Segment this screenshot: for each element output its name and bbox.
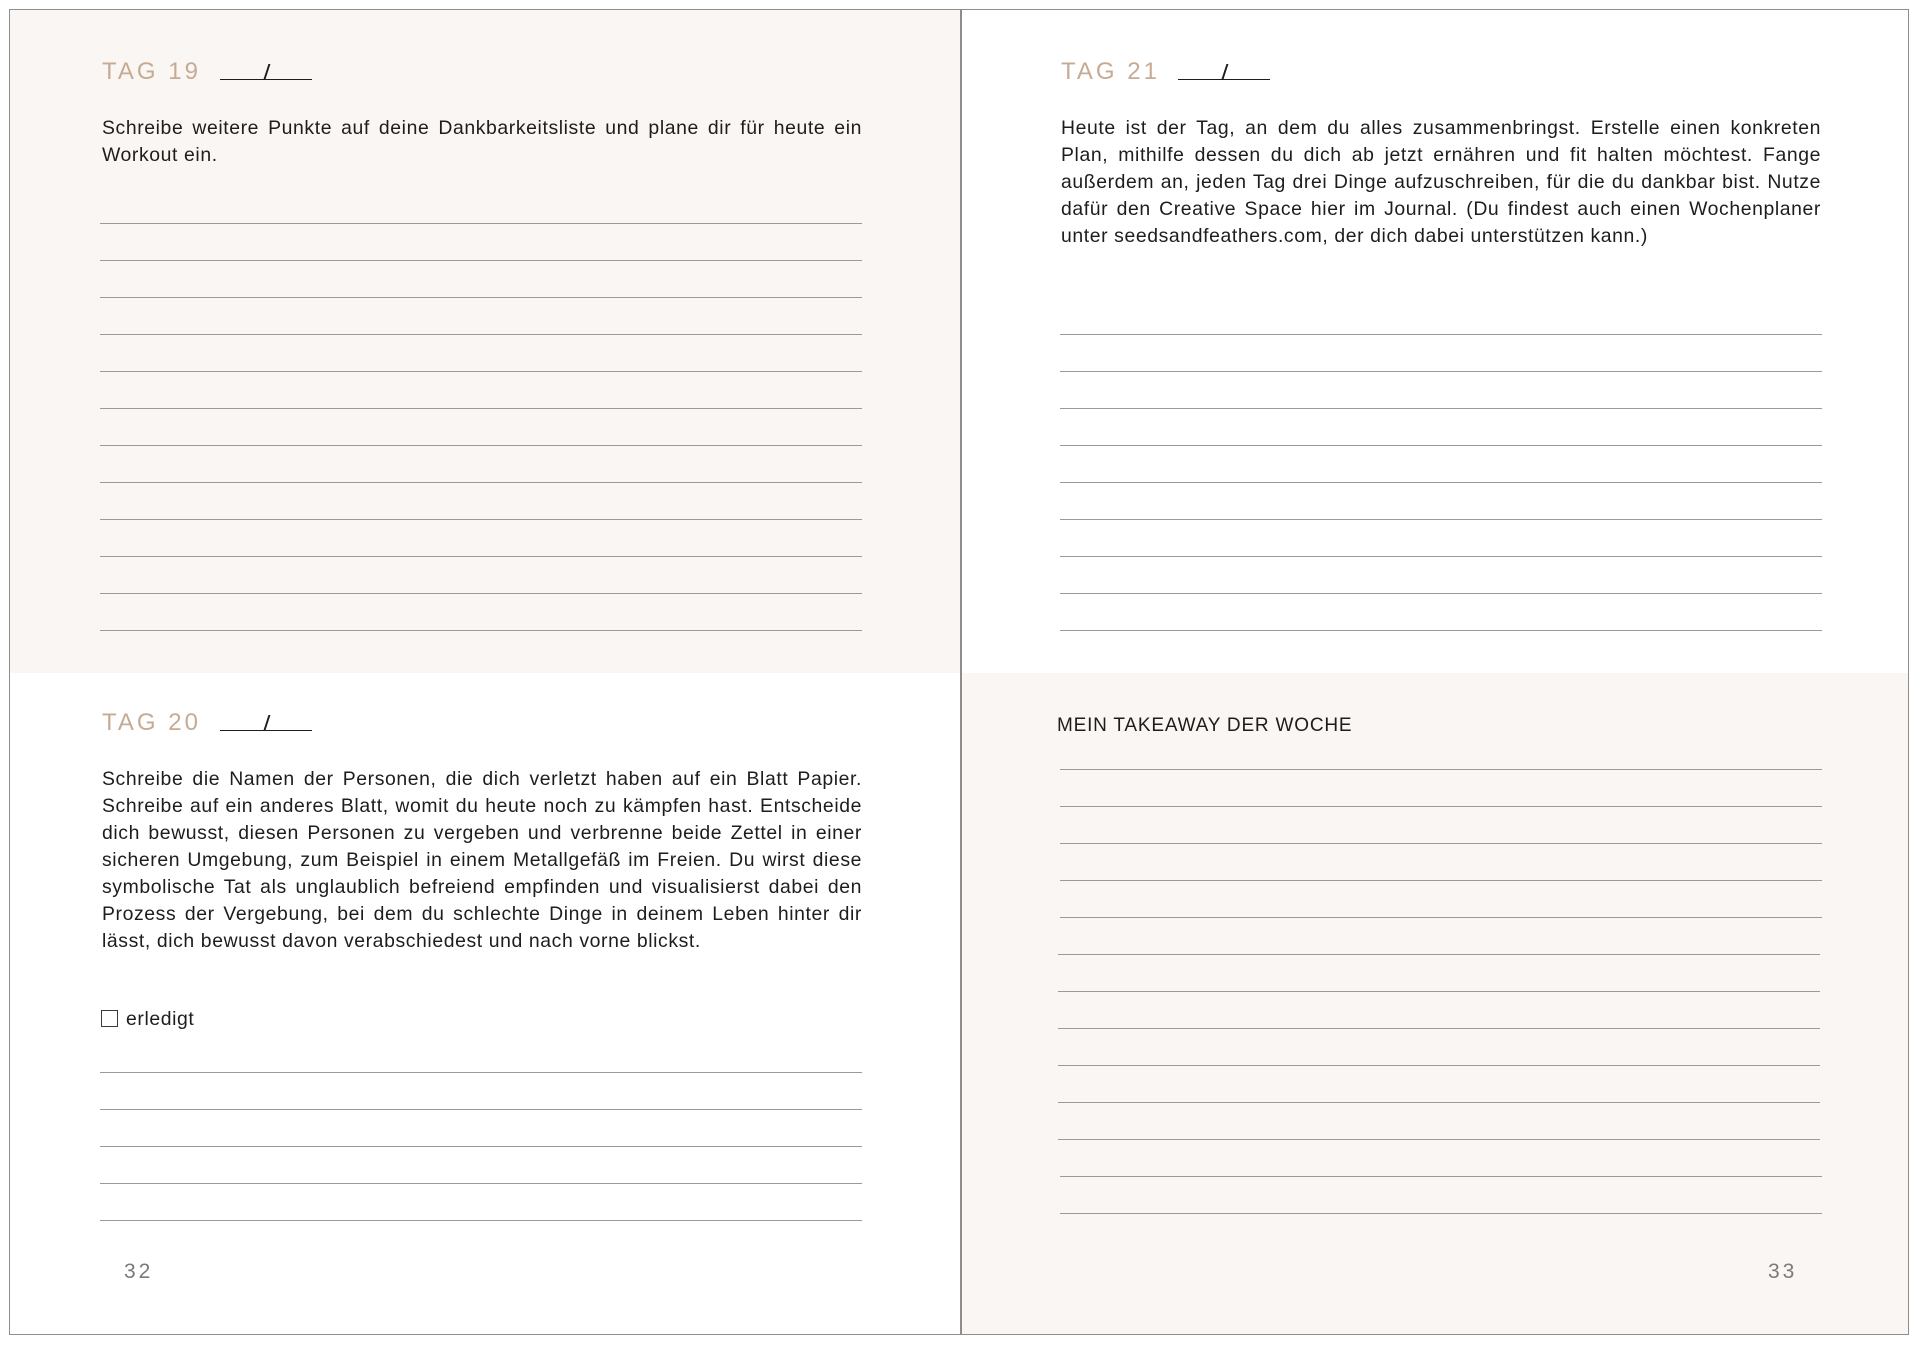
writing-line bbox=[1060, 1213, 1822, 1214]
writing-line bbox=[100, 1146, 862, 1147]
day21-date-field[interactable] bbox=[1178, 79, 1270, 80]
writing-line bbox=[1058, 1065, 1820, 1066]
writing-line bbox=[1060, 917, 1822, 918]
writing-line bbox=[1058, 1028, 1820, 1029]
day19-heading: TAG 19 bbox=[102, 58, 201, 85]
writing-line bbox=[100, 482, 862, 483]
writing-line bbox=[1060, 843, 1822, 844]
day21-section bbox=[960, 10, 1908, 673]
writing-line bbox=[100, 1109, 862, 1110]
writing-line bbox=[1060, 445, 1822, 446]
done-checkbox[interactable] bbox=[101, 1010, 118, 1027]
day19-prompt: Schreibe weitere Punkte auf deine Dankbarkeitsliste und plane dir für heute ein Workout ein. bbox=[102, 117, 862, 166]
journal-spread bbox=[9, 9, 1909, 1335]
writing-line bbox=[1058, 1139, 1820, 1140]
writing-line bbox=[1060, 556, 1822, 557]
writing-line bbox=[100, 630, 862, 631]
day19-date-field[interactable] bbox=[220, 79, 312, 80]
done-checkbox-label: erledigt bbox=[126, 1008, 195, 1030]
day21-prompt: Heute ist der Tag, an dem du alles zusammenbringst. Erstelle einen konkreten Plan, mithilfe dessen du dich ab jetzt ernähren und fit halten möchtest. Fange außerdem an, jeden Tag drei Dinge aufzuschreiben, für die du dankbar bist. Nutze dafür den Creative Space hier im Journal. (Du findest auch einen Wochenplaner unter seedsandfeathers.com, der dich dabei unterstützen kann.) bbox=[1061, 117, 1821, 247]
day20-date-field[interactable] bbox=[220, 730, 312, 731]
writing-line bbox=[1060, 880, 1822, 881]
writing-line bbox=[100, 519, 862, 520]
day19-section bbox=[10, 10, 960, 673]
writing-line bbox=[1060, 334, 1822, 335]
writing-line bbox=[1058, 991, 1820, 992]
writing-line bbox=[1060, 769, 1822, 770]
writing-line bbox=[1060, 1176, 1822, 1177]
writing-line bbox=[100, 593, 862, 594]
day21-heading: TAG 21 bbox=[1061, 58, 1160, 85]
writing-line bbox=[100, 445, 862, 446]
writing-line bbox=[1060, 593, 1822, 594]
takeaway-heading: MEIN TAKEAWAY DER WOCHE bbox=[1057, 715, 1353, 736]
page-spine-divider bbox=[960, 10, 962, 1335]
writing-line bbox=[1060, 519, 1822, 520]
writing-line bbox=[100, 1072, 862, 1073]
page-number-right: 33 bbox=[1768, 1260, 1798, 1283]
writing-line bbox=[100, 260, 862, 261]
day20-heading: TAG 20 bbox=[102, 709, 201, 736]
writing-line bbox=[100, 223, 862, 224]
writing-line bbox=[1060, 482, 1822, 483]
writing-line bbox=[100, 334, 862, 335]
writing-line bbox=[100, 371, 862, 372]
writing-line bbox=[1058, 1102, 1820, 1103]
writing-line bbox=[1058, 954, 1820, 955]
day20-prompt: Schreibe die Namen der Personen, die dich verletzt haben auf ein Blatt Papier. Schreibe auf ein anderes Blatt, womit du heute noch zu kämpfen hast. Entscheide dich bewusst, diesen Personen zu vergeben und verbrenne beide Zettel in einer sicheren Umgebung, zum Beispiel in einem Metallgefäß im Freien. Du wirst diese symbolische Tat als unglaublich befreiend empfinden und visualisierst dabei den Prozess der Vergebung, bei dem du schlechte Dinge in deinem Leben hinter dir lässt, dich bewusst davon verabschiedest und nach vorne blickst. bbox=[102, 768, 862, 952]
writing-line bbox=[100, 1183, 862, 1184]
writing-line bbox=[100, 408, 862, 409]
page-number-left: 32 bbox=[124, 1260, 154, 1283]
writing-line bbox=[1060, 371, 1822, 372]
writing-line bbox=[100, 1220, 862, 1221]
writing-line bbox=[1060, 630, 1822, 631]
writing-line bbox=[100, 556, 862, 557]
writing-line bbox=[1060, 806, 1822, 807]
takeaway-section bbox=[960, 673, 1908, 1334]
writing-line bbox=[1060, 408, 1822, 409]
writing-line bbox=[100, 297, 862, 298]
